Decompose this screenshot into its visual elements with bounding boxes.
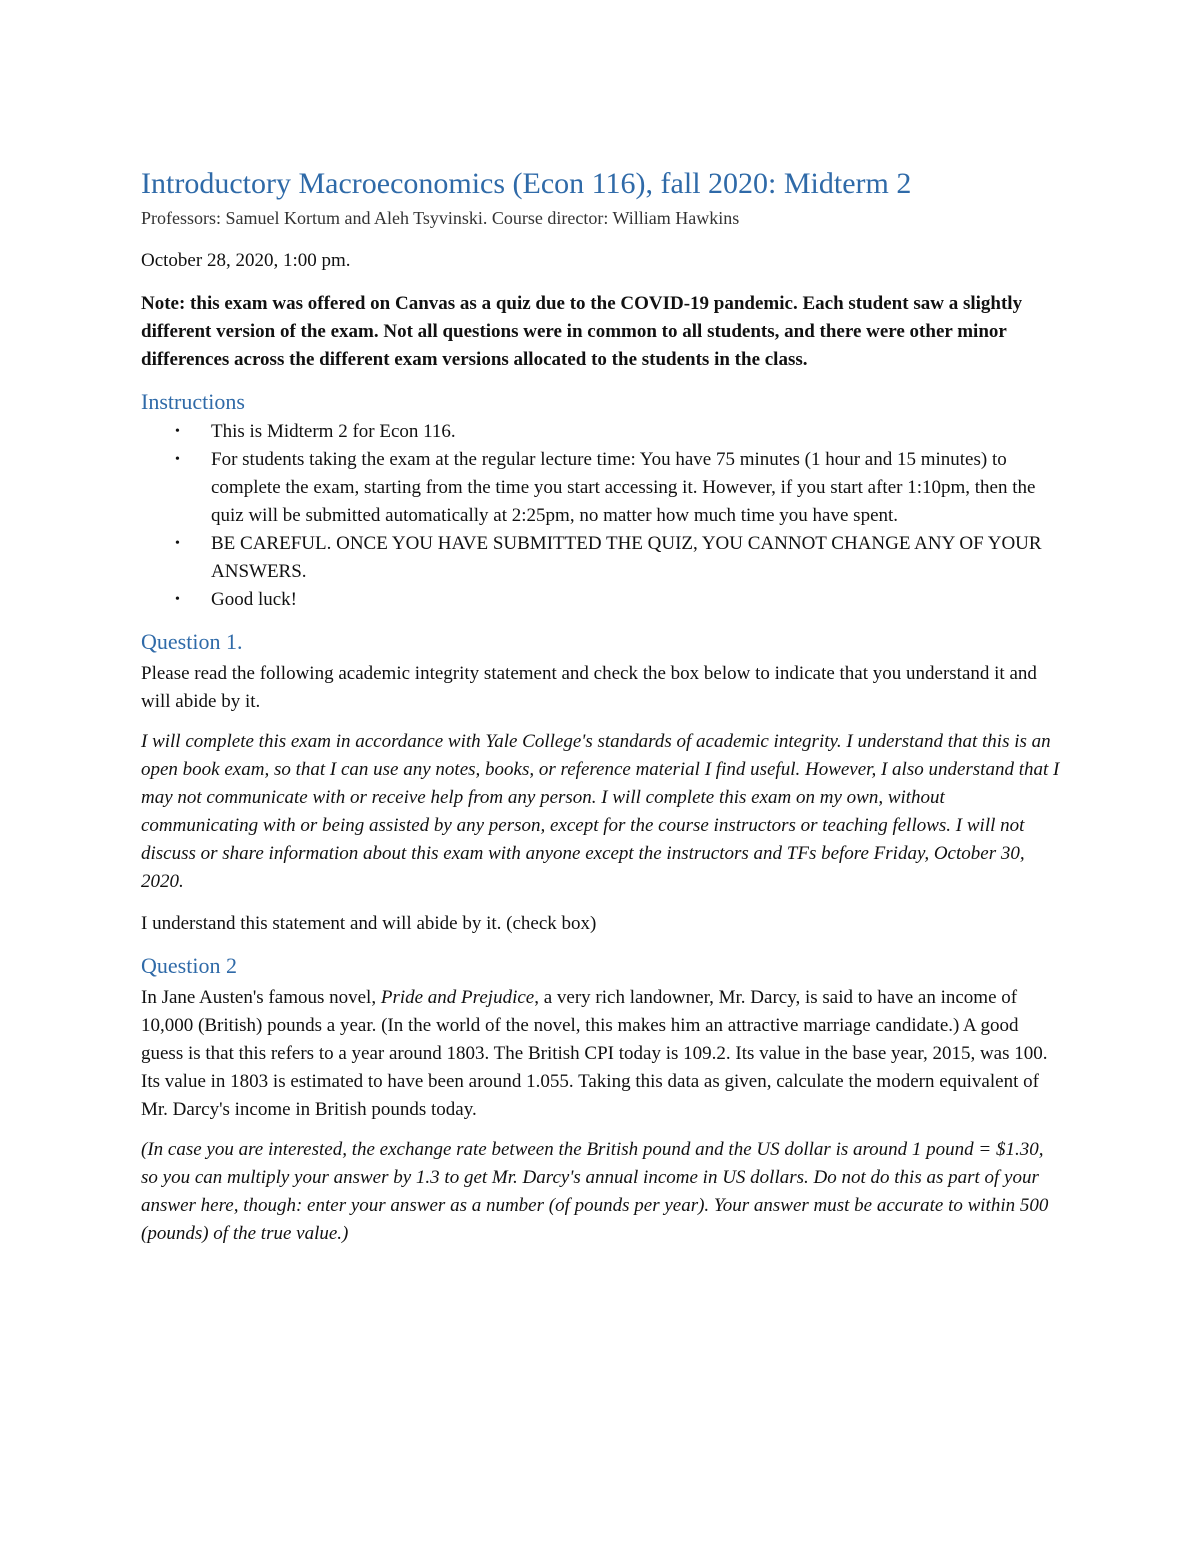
bullet-icon: • — [175, 452, 180, 467]
question-2-text-start: In Jane Austen's famous novel, — [141, 987, 381, 1008]
exam-note: Note: this exam was offered on Canvas as a quiz due to the COVID-19 pandemic. Each student saw a slightly different version of the exam. Not all questions were in common to all students, and there were other minor differences across the different exam versions allocated to the students in the class. — [141, 293, 1023, 370]
integrity-checkbox-label: I understand this statement and will abide by it. (check box) — [141, 913, 597, 934]
instructions-heading: Instructions — [141, 389, 245, 414]
question-2-heading: Question 2 — [141, 953, 237, 978]
bullet-icon: • — [175, 536, 180, 551]
instruction-item — [175, 446, 1061, 530]
instructions-list — [141, 418, 1061, 614]
instruction-item — [175, 586, 1061, 614]
question-1-heading: Question 1. — [141, 629, 243, 654]
exam-date: October 28, 2020, 1:00 pm. — [141, 250, 351, 271]
instruction-item — [175, 530, 1061, 586]
document-page — [141, 166, 1061, 1248]
question-2-text-end: , a very rich landowner, Mr. Darcy, is said to have an income of 10,000 (British) pounds a year. (In the world of the novel, this makes him an attractive marriage candidate.) A good guess is that this refers to a year around 1803. The British CPI today is 109.2. Its value in the base year, 2015, was 100. Its value in 1803 is estimated to have been around 1.055. Taking this data as given, calculate the modern equivalent of Mr. Darcy's income in British pounds today. — [141, 987, 1048, 1120]
integrity-statement: I will complete this exam in accordance with Yale College's standards of academic integrity. I understand that this is an open book exam, so that I can use any notes, books, or reference material I find useful. However, I also understand that I may not communicate with or receive help from any person. I will complete this exam on my own, without communicating with or being assisted by any person, except for the course instructors or teaching fellows. I will not discuss or share information about this exam with anyone except the instructors and TFs before Friday, October 30, 2020. — [141, 731, 1060, 892]
bullet-icon: • — [175, 424, 180, 439]
instruction-text: This is Midterm 2 for Econ 116. — [211, 421, 456, 442]
instruction-text: For students taking the exam at the regular lecture time: You have 75 minutes (1 hour and 15 minutes) to complete the exam, starting from the time you start accessing it. However, if you start after 1:10pm, then the quiz will be submitted automatically at 2:25pm, no matter how much time you have spent. — [211, 449, 1036, 526]
document-subtitle: Professors: Samuel Kortum and Aleh Tsyvinski. Course director: William Hawkins — [141, 208, 740, 228]
question-2-text — [141, 984, 1061, 1124]
instruction-text: BE CAREFUL. ONCE YOU HAVE SUBMITTED THE QUIZ, YOU CANNOT CHANGE ANY OF YOUR ANSWERS. — [211, 533, 1042, 582]
document-title: Introductory Macroeconomics (Econ 116), fall 2020: Midterm 2 — [141, 167, 912, 200]
book-title: Pride and Prejudice — [380, 987, 535, 1008]
instruction-text: Good luck! — [211, 589, 298, 610]
question-2-aside: (In case you are interested, the exchange rate between the British pound and the US dollar is around 1 pound = $1.30, so you can multiply your answer by 1.3 to get Mr. Darcy's annual income in US dollars. Do not do this as part of your answer here, though: enter your answer as a number (of pounds per year). Your answer must be accurate to within 500 (pounds) of the true value.) — [141, 1139, 1049, 1244]
question-1-prompt: Please read the following academic integrity statement and check the box below to indicate that you understand it and will abide by it. — [141, 663, 1037, 712]
instruction-item — [175, 418, 1061, 446]
bullet-icon: • — [175, 592, 180, 607]
